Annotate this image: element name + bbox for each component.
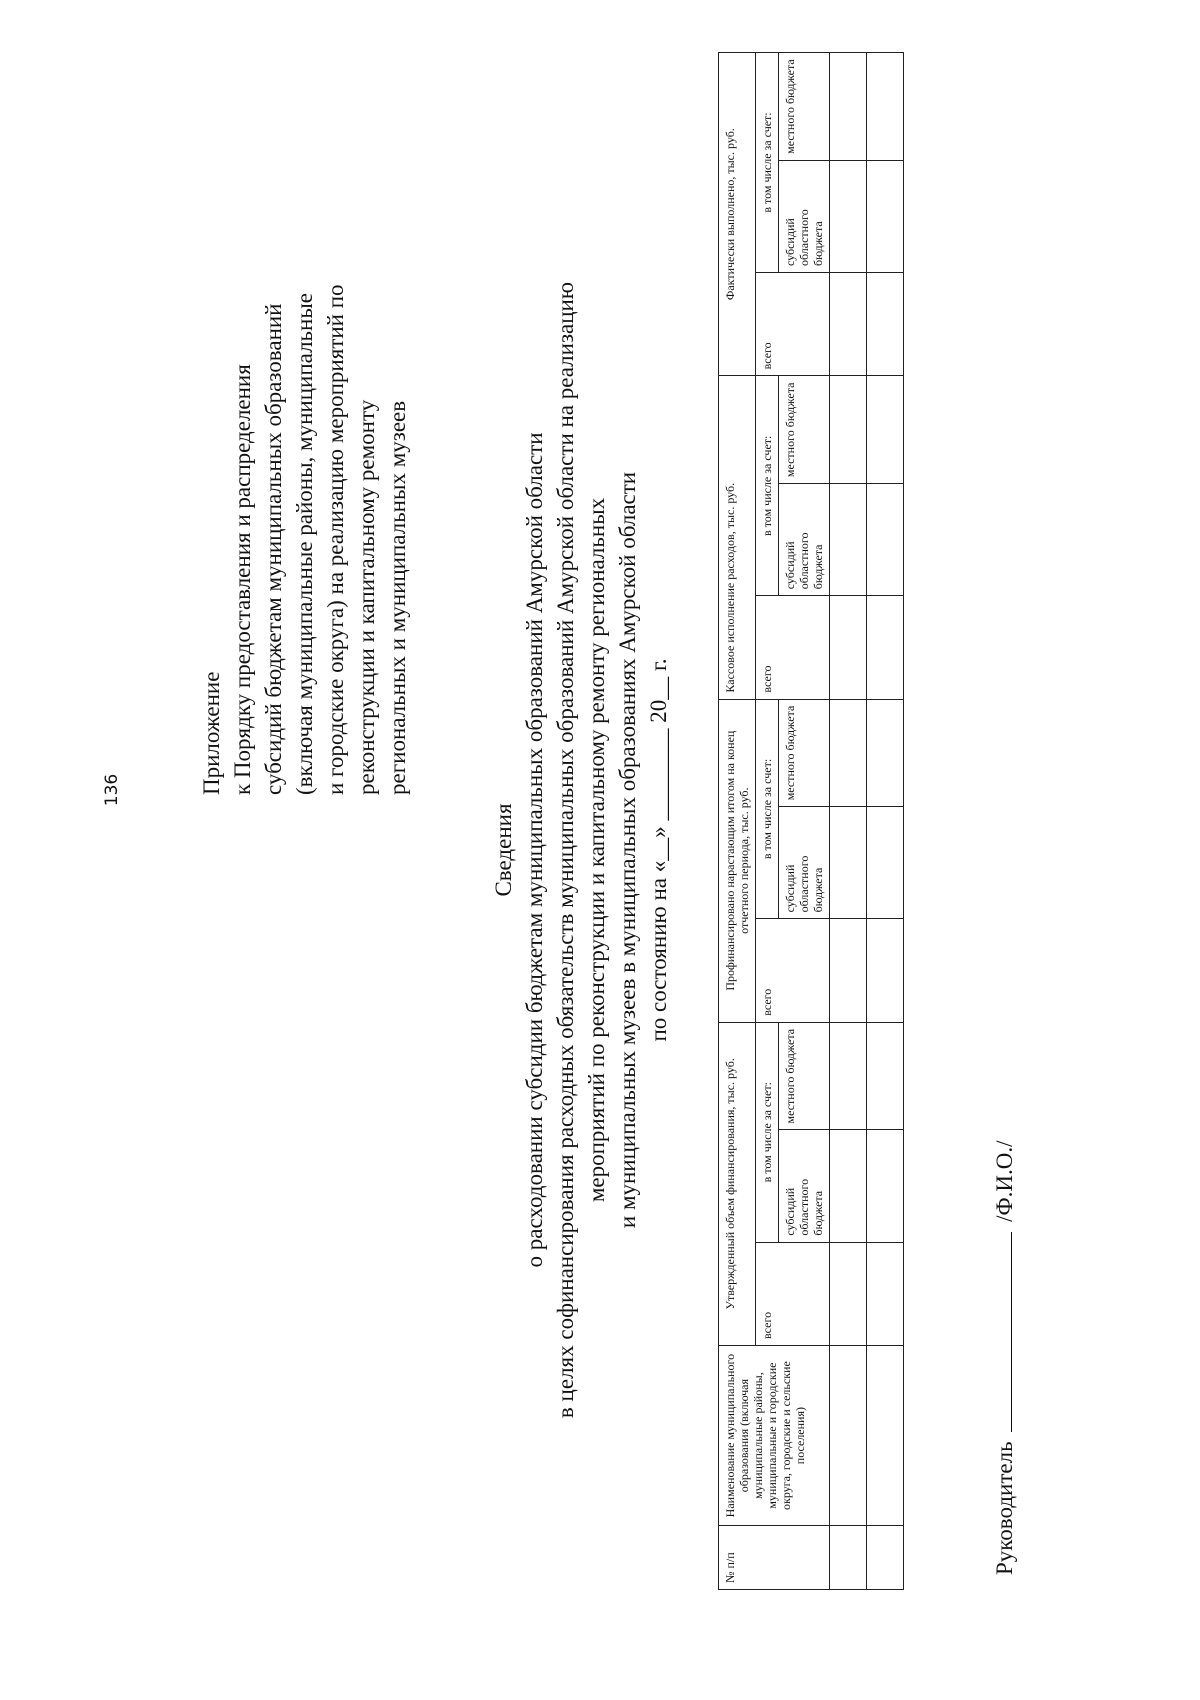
report-heading: [488, 200, 674, 1500]
table-cell: [830, 1242, 867, 1345]
col-header-local: местного бюджета: [779, 699, 830, 807]
appendix-line: Приложение: [199, 671, 224, 795]
table-cell: [830, 596, 867, 699]
table-cell: [830, 273, 867, 376]
group-header-financed: Профинансировано нарастающим итогом на конец отчетного периода, тыс. руб.: [719, 699, 756, 1022]
table-cell: [830, 1345, 867, 1525]
table-cell: [867, 1022, 904, 1130]
group-header-actual: Фактически выполнено, тыс. руб.: [719, 53, 756, 376]
table-cell: [830, 1526, 867, 1590]
table-cell: [867, 1526, 904, 1590]
table-cell: [830, 919, 867, 1022]
col-header-total: всего: [756, 1242, 830, 1345]
table-cell: [830, 53, 867, 161]
col-header-name: Наименование муниципального образования (включая муниципальные районы, муниципальные и городские округа, городские и сельские поселения): [719, 1345, 830, 1525]
col-header-total: всего: [756, 596, 830, 699]
heading-line: мероприятий по реконструкции и капитальному ремонту региональных: [584, 497, 609, 1203]
group-header-cash: Кассовое исполнение расходов, тыс. руб.: [719, 376, 756, 699]
table-cell: [867, 1130, 904, 1242]
heading-line: и муниципальных музеев в муниципальных образованиях Амурской области: [615, 471, 640, 1229]
appendix-line: и городские округа) на реализацию мероприятий по: [323, 284, 348, 795]
table-cell: [867, 1242, 904, 1345]
table-cell: [867, 273, 904, 376]
col-header-including: в том числе за счет:: [756, 699, 779, 919]
appendix-line: (включая муниципальные районы, муниципальные: [292, 292, 317, 795]
table-cell: [867, 1345, 904, 1525]
table-cell: [830, 1130, 867, 1242]
report-title: Сведения: [491, 803, 516, 897]
col-header-total: всего: [756, 919, 830, 1022]
table-cell: [830, 807, 867, 919]
appendix-line: к Порядку предоставления и распределения: [230, 364, 255, 795]
col-header-regional: субсидий областного бюджета: [779, 1130, 830, 1242]
group-header-approved: Утвержденный объем финансирования, тыс. руб.: [719, 1022, 756, 1345]
signature-fio: /Ф.И.О./: [992, 1140, 1017, 1222]
appendix-block: [196, 75, 413, 795]
col-header-local: местного бюджета: [779, 1022, 830, 1130]
col-header-regional: субсидий областного бюджета: [779, 160, 830, 272]
col-header-regional: субсидий областного бюджета: [779, 484, 830, 596]
heading-line: в целях софинансирования расходных обязательств муниципальных образований Амурской области на реализацию: [553, 281, 578, 1419]
col-header-including: в том числе за счет:: [756, 376, 779, 596]
heading-line: по состоянию на «__» ________ 20__ г.: [646, 658, 671, 1042]
appendix-line: субсидий бюджетам муниципальных образований: [261, 303, 286, 795]
table-row: [867, 53, 904, 1590]
col-header-including: в том числе за счет:: [756, 1022, 779, 1242]
col-header-num: № п/п: [719, 1526, 830, 1590]
col-header-total: всего: [756, 273, 830, 376]
table-cell: [830, 376, 867, 484]
heading-line: о расходовании субсидии бюджетам муниципальных образований Амурской области: [522, 432, 547, 1268]
table-cell: [867, 919, 904, 1022]
table-cell: [830, 1022, 867, 1130]
table-cell: [867, 160, 904, 272]
table-cell: [867, 596, 904, 699]
signature-block: [992, 675, 1018, 1575]
table-cell: [867, 376, 904, 484]
table-cell: [830, 484, 867, 596]
col-header-including: в том числе за счет:: [756, 53, 779, 273]
table-cell: [830, 699, 867, 807]
table-cell: [867, 699, 904, 807]
col-header-local: местного бюджета: [779, 53, 830, 161]
col-header-regional: субсидий областного бюджета: [779, 807, 830, 919]
table-cell: [830, 160, 867, 272]
appendix-line: реконструкции и капитальному ремонту: [354, 399, 379, 795]
appendix-line: региональных и муниципальных музеев: [385, 400, 410, 795]
table-cell: [867, 807, 904, 919]
col-header-local: местного бюджета: [779, 376, 830, 484]
signature-line: [993, 1232, 1012, 1432]
table-row: [830, 53, 867, 1590]
signature-label: Руководитель: [992, 1441, 1017, 1575]
page-number: 136: [102, 773, 122, 807]
table-cell: [867, 53, 904, 161]
table-cell: [867, 484, 904, 596]
report-table: [718, 52, 904, 1590]
header-row-1: [719, 53, 756, 1590]
